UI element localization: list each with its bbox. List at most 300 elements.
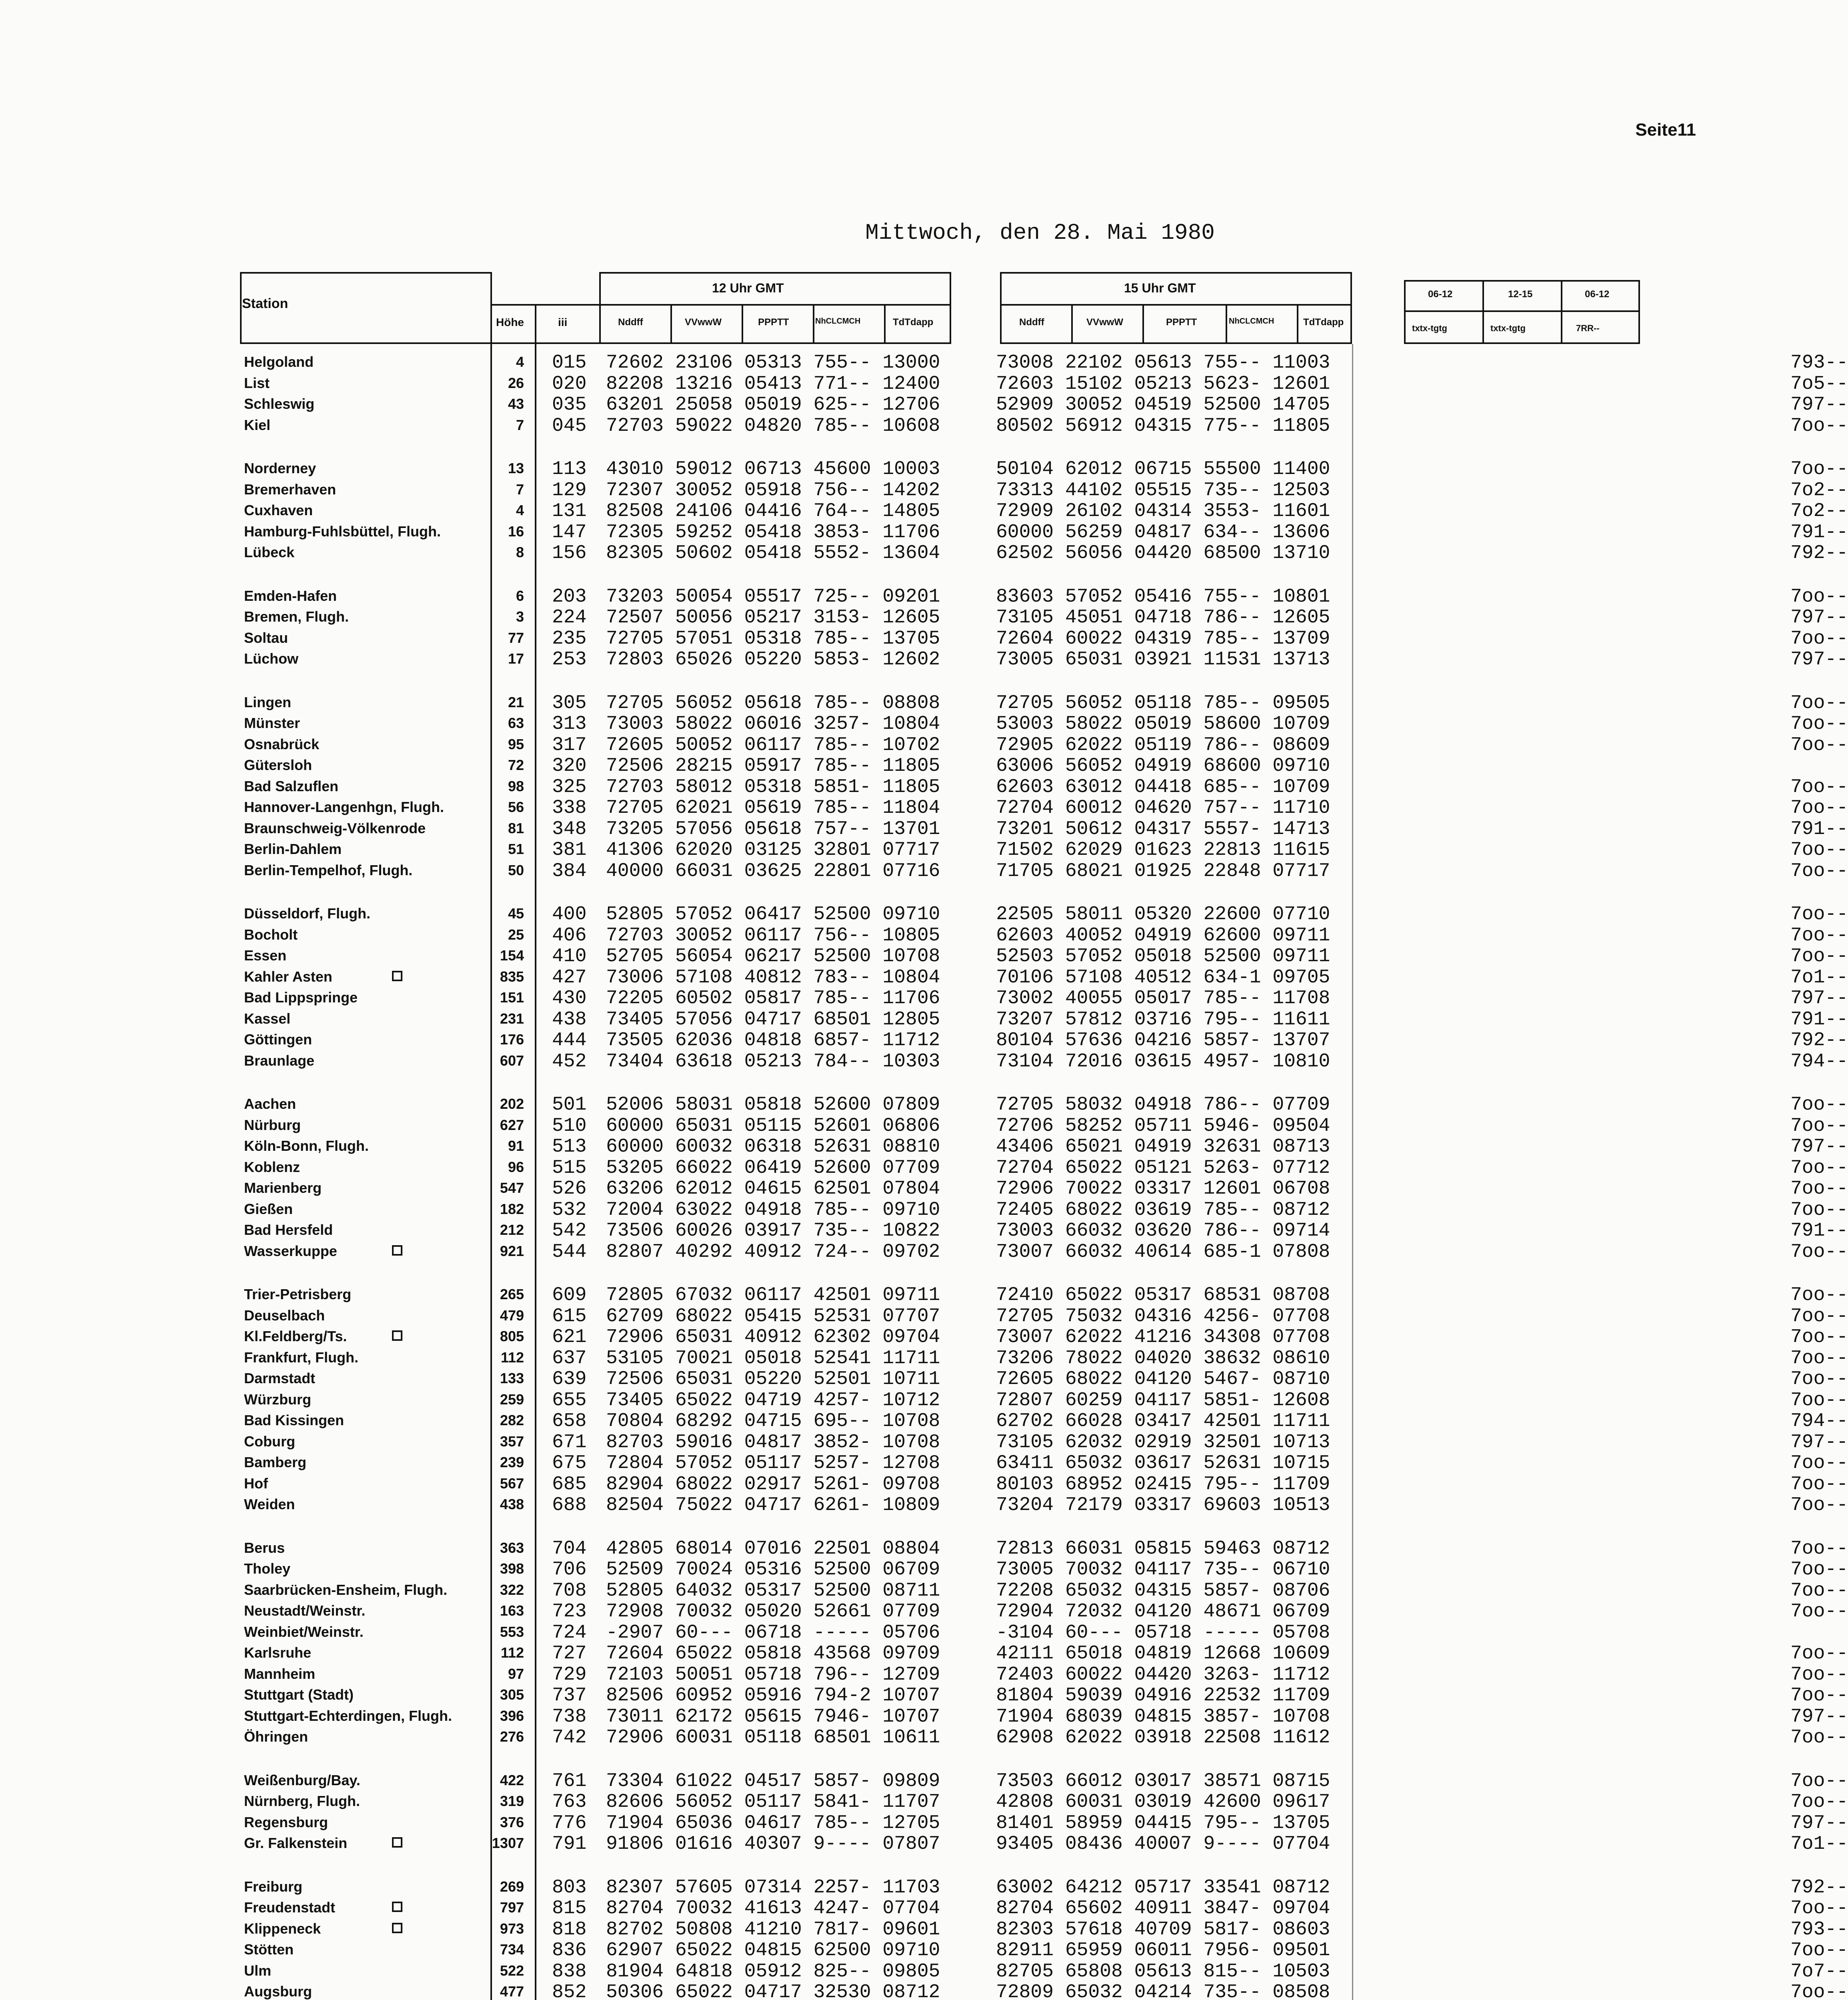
right-col-2-bottom: txtx-tgtg — [1490, 323, 1526, 333]
obs-12utc: 52805 64032 05317 52500 08711 — [606, 1580, 940, 1602]
station-height: 212 — [500, 1222, 524, 1238]
station-height: 396 — [500, 1707, 524, 1724]
obs-15utc: 82303 57618 40709 5817- 08603 — [996, 1918, 1330, 1940]
obs-12utc: 72703 30052 06117 756-- 10805 — [606, 924, 940, 946]
station-name: Soltau — [244, 629, 288, 646]
obs-12utc: 53205 66022 06419 52600 07709 — [606, 1157, 940, 1179]
obs-15utc: 72904 72032 04120 48671 06709 — [996, 1601, 1330, 1622]
extra-group: 7oo-- — [1790, 1580, 1848, 1602]
open-square-icon — [392, 1330, 402, 1341]
obs-15utc: 73007 62022 41216 34308 07708 — [996, 1326, 1330, 1348]
obs-15utc: 72705 75032 04316 4256- 07708 — [996, 1305, 1330, 1327]
station-group — [244, 458, 1848, 564]
obs-12utc: 72305 59252 05418 3853- 11706 — [606, 521, 940, 543]
station-name: Norderney — [244, 460, 316, 476]
obs-12utc: 81904 64818 05912 825-- 09805 — [606, 1960, 940, 1982]
block12-col-tdtdapp: TdTdapp — [893, 317, 934, 328]
obs-15utc: 73007 66032 40614 685-1 07808 — [996, 1241, 1330, 1263]
station-height: 56 — [508, 799, 524, 815]
station-index: 738 — [552, 1706, 587, 1728]
obs-15utc: 62502 56056 04420 68500 13710 — [996, 542, 1330, 564]
right-divider — [1404, 310, 1640, 312]
station-index: 513 — [552, 1136, 587, 1158]
obs-12utc: 72307 30052 05918 756-- 14202 — [606, 479, 940, 501]
block15-col-tdtdapp: TdTdapp — [1303, 317, 1344, 328]
obs-12utc: 62907 65022 04815 62500 09710 — [606, 1940, 940, 1961]
obs-12utc: 82702 50808 41210 7817- 09601 — [606, 1918, 940, 1940]
station-index: 609 — [552, 1284, 587, 1306]
station-height: 26 — [508, 374, 524, 391]
station-index: 338 — [552, 797, 587, 819]
extra-group: 797-- — [1790, 1431, 1848, 1453]
obs-12utc: 82807 40292 40912 724-- 09702 — [606, 1241, 940, 1263]
station-name: Bad Kissingen — [244, 1412, 344, 1428]
obs-12utc: 72805 67032 06117 42501 09711 — [606, 1284, 940, 1306]
station-height: 112 — [500, 1644, 524, 1661]
extra-group: 797-- — [1790, 607, 1848, 628]
station-index: 444 — [552, 1030, 587, 1051]
obs-12utc: 63206 62012 04615 62501 07804 — [606, 1178, 940, 1200]
station-height: 25 — [508, 926, 524, 943]
station-name: Kl.Feldberg/Ts. — [244, 1328, 347, 1344]
station-height: 45 — [508, 905, 524, 922]
obs-15utc: 42111 65018 04819 12668 10609 — [996, 1643, 1330, 1664]
station-name: Freudenstadt — [244, 1899, 336, 1916]
station-group — [244, 692, 1848, 882]
obs-12utc: 72703 59022 04820 785-- 10608 — [606, 415, 940, 437]
obs-15utc: 73005 65031 03921 11531 13713 — [996, 649, 1330, 670]
table-row — [244, 734, 1848, 756]
station-name: Marienberg — [244, 1180, 322, 1196]
station-name: Neustadt/Weinstr. — [244, 1602, 366, 1619]
station-index: 410 — [552, 946, 587, 967]
table-row — [244, 1030, 1848, 1051]
extra-group: 7oo-- — [1790, 1178, 1848, 1200]
station-group — [244, 1094, 1848, 1263]
extra-group: 797-- — [1790, 1136, 1848, 1158]
table-row — [244, 394, 1848, 416]
extra-group: 794-- — [1790, 1050, 1848, 1072]
station-index: 737 — [552, 1685, 587, 1706]
station-name: Bremerhaven — [244, 481, 336, 498]
table-row — [244, 521, 1848, 543]
station-index: 020 — [552, 373, 587, 395]
station-index: 348 — [552, 818, 587, 840]
extra-group: 7oo-- — [1790, 586, 1848, 608]
station-height: 479 — [500, 1307, 524, 1324]
block12-col-clouds: NhCLCMCH — [815, 317, 861, 326]
extra-group: 794-- — [1790, 1410, 1848, 1432]
extra-group: 7oo-- — [1790, 839, 1848, 861]
station-index: 818 — [552, 1918, 587, 1940]
iii-column-label: iii — [558, 316, 568, 328]
extra-group: 791-- — [1790, 521, 1848, 543]
station-index: 406 — [552, 924, 587, 946]
obs-15utc: 72403 60022 04420 3263- 11712 — [996, 1664, 1330, 1686]
station-height: 96 — [508, 1158, 524, 1175]
block12-col-ppptt: PPPTT — [758, 317, 789, 328]
extra-group: 793-- — [1790, 1918, 1848, 1940]
obs-15utc: 71904 68039 04815 3857- 10708 — [996, 1706, 1330, 1728]
station-name: Lübeck — [244, 544, 295, 560]
station-height: 98 — [508, 778, 524, 794]
table-row — [244, 1389, 1848, 1411]
station-name: Gütersloh — [244, 757, 312, 773]
station-height: 133 — [500, 1370, 524, 1386]
table-row — [244, 1664, 1848, 1686]
obs-12utc: 82904 68022 02917 5261- 09708 — [606, 1473, 940, 1495]
station-height: 13 — [508, 460, 524, 476]
obs-12utc: 72705 57051 05318 785-- 13705 — [606, 628, 940, 650]
obs-12utc: 50306 65022 04717 32530 08712 — [606, 1982, 940, 2000]
station-name: Köln-Bonn, Flugh. — [244, 1138, 369, 1154]
station-height: 17 — [508, 650, 524, 667]
obs-15utc: 72909 26102 04314 3553- 11601 — [996, 500, 1330, 522]
station-index: 224 — [552, 607, 587, 628]
right-col-2-top: 12-15 — [1508, 289, 1533, 300]
block15-divider — [1000, 304, 1352, 306]
station-name: Saarbrücken-Ensheim, Flugh. — [244, 1581, 448, 1598]
table-row — [244, 988, 1848, 1009]
station-index: 129 — [552, 479, 587, 501]
obs-15utc: 73104 72016 03615 4957- 10810 — [996, 1050, 1330, 1072]
table-row — [244, 1199, 1848, 1221]
obs-15utc: 72208 65032 04315 5857- 08706 — [996, 1580, 1330, 1602]
obs-12utc: 82703 59016 04817 3852- 10708 — [606, 1431, 940, 1453]
extra-group: 7oo-- — [1790, 860, 1848, 882]
station-name: Weiden — [244, 1496, 295, 1512]
station-index: 658 — [552, 1410, 587, 1432]
obs-12utc: 60000 65031 05115 52601 06806 — [606, 1115, 940, 1137]
table-row — [244, 1178, 1848, 1200]
station-name: Freiburg — [244, 1878, 303, 1895]
obs-15utc: 73207 57812 03716 795-- 11611 — [996, 1008, 1330, 1030]
page-label: Seite11 — [1635, 120, 1696, 140]
station-name: Helgoland — [244, 354, 314, 370]
obs-12utc: 73505 62036 04818 6857- 11712 — [606, 1030, 940, 1051]
station-index: 430 — [552, 988, 587, 1009]
extra-group: 7oo-- — [1790, 1094, 1848, 1116]
extra-group: 7oo-- — [1790, 1664, 1848, 1686]
station-height: 63 — [508, 715, 524, 731]
station-height: 4 — [516, 502, 524, 518]
station-group — [244, 586, 1848, 670]
obs-15utc: 72410 65022 05317 68531 08708 — [996, 1284, 1330, 1306]
station-height: 97 — [508, 1665, 524, 1682]
station-index: 510 — [552, 1115, 587, 1137]
station-index: 544 — [552, 1241, 587, 1263]
station-height: 50 — [508, 862, 524, 878]
station-name: Hof — [244, 1475, 268, 1492]
obs-12utc: 73405 57056 04717 68501 12805 — [606, 1008, 940, 1030]
extra-group: 7oo-- — [1790, 1326, 1848, 1348]
station-height: 835 — [500, 968, 524, 985]
extra-group: 7oo-- — [1790, 1199, 1848, 1221]
station-name: Berlin-Dahlem — [244, 841, 342, 857]
obs-12utc: 72103 50051 05718 796-- 12709 — [606, 1664, 940, 1686]
obs-15utc: 50104 62012 06715 55500 11400 — [996, 458, 1330, 480]
station-index: 131 — [552, 500, 587, 522]
block15-col-sep-3 — [1226, 304, 1227, 344]
station-index: 501 — [552, 1094, 587, 1116]
station-height: 239 — [500, 1454, 524, 1470]
extra-group: 793-- — [1790, 352, 1848, 374]
obs-15utc: 80104 57636 04216 5857- 13707 — [996, 1030, 1330, 1051]
obs-12utc: 73405 65022 04719 4257- 10712 — [606, 1389, 940, 1411]
obs-12utc: 52805 57052 06417 52500 09710 — [606, 904, 940, 925]
station-name: Cuxhaven — [244, 502, 313, 518]
block12-title: 12 Uhr GMT — [712, 281, 784, 295]
obs-12utc: 72803 65026 05220 5853- 12602 — [606, 649, 940, 670]
station-height: 422 — [500, 1772, 524, 1788]
obs-12utc: 72908 70032 05020 52661 07709 — [606, 1601, 940, 1622]
block15-col-sep-4 — [1297, 304, 1298, 344]
station-index: 400 — [552, 904, 587, 925]
obs-12utc: 73205 57056 05618 757-- 13701 — [606, 818, 940, 840]
obs-15utc: 63002 64212 05717 33541 08712 — [996, 1876, 1330, 1898]
table-row — [244, 1706, 1848, 1728]
station-height: 477 — [500, 1983, 524, 2000]
obs-15utc: 82705 65808 05613 815-- 10503 — [996, 1960, 1330, 1982]
extra-group: 7oo-- — [1790, 1538, 1848, 1560]
open-square-icon — [392, 971, 402, 981]
station-height: 357 — [500, 1433, 524, 1450]
table-row — [244, 1241, 1848, 1263]
table-row — [244, 373, 1848, 395]
station-index: 526 — [552, 1178, 587, 1200]
station-name: Bad Lippspringe — [244, 989, 358, 1006]
station-index: 156 — [552, 542, 587, 564]
table-row — [244, 1876, 1848, 1898]
obs-12utc: 82704 70032 41613 4247- 07704 — [606, 1898, 940, 1919]
station-height: 797 — [500, 1899, 524, 1916]
table-row — [244, 1898, 1848, 1919]
obs-15utc: 70106 57108 40512 634-1 09705 — [996, 966, 1330, 988]
station-height: 8 — [516, 544, 524, 560]
extra-group: 792-- — [1790, 1876, 1848, 1898]
obs-12utc: 82508 24106 04416 764-- 14805 — [606, 500, 940, 522]
obs-15utc: 52503 57052 05018 52500 09711 — [996, 946, 1330, 967]
obs-15utc: 72603 15102 05213 5623- 12601 — [996, 373, 1330, 395]
table-row — [244, 1008, 1848, 1030]
station-index: 045 — [552, 415, 587, 437]
block12-col-sep-4 — [884, 304, 886, 344]
station-name: Darmstadt — [244, 1370, 316, 1386]
obs-15utc: 62603 40052 04919 62600 09711 — [996, 924, 1330, 946]
station-name: Göttingen — [244, 1031, 312, 1048]
station-index: 803 — [552, 1876, 587, 1898]
station-name: Bad Hersfeld — [244, 1222, 333, 1238]
obs-15utc: 72706 58252 05711 5946- 09504 — [996, 1115, 1330, 1137]
obs-15utc: 62908 62022 03918 22508 11612 — [996, 1727, 1330, 1748]
obs-15utc: 72704 60012 04620 757-- 11710 — [996, 797, 1330, 819]
station-name: Kiel — [244, 416, 271, 433]
station-name: Hannover-Langenhgn, Flugh. — [244, 799, 444, 815]
obs-12utc: 72506 65031 05220 52501 10711 — [606, 1368, 940, 1390]
station-index: 675 — [552, 1452, 587, 1474]
extra-group: 7oo-- — [1790, 1559, 1848, 1580]
station-height: 522 — [500, 1962, 524, 1979]
station-index: 655 — [552, 1389, 587, 1411]
obs-12utc: 52509 70024 05316 52500 06709 — [606, 1559, 940, 1580]
obs-12utc: 52006 58031 05818 52600 07809 — [606, 1094, 940, 1116]
station-height: 607 — [500, 1052, 524, 1069]
block15-col-nddff: Nddff — [1019, 317, 1044, 328]
block12-divider — [599, 304, 951, 306]
obs-12utc: 82506 60952 05916 794-2 10707 — [606, 1685, 940, 1706]
extra-group: 7oo-- — [1790, 1452, 1848, 1474]
extra-group: 7oo-- — [1790, 1389, 1848, 1411]
extra-group: 7o2-- — [1790, 500, 1848, 522]
station-group — [244, 1770, 1848, 1855]
station-index: 742 — [552, 1727, 587, 1748]
obs-12utc: 72602 23106 05313 755-- 13000 — [606, 352, 940, 374]
station-height: 276 — [500, 1728, 524, 1745]
extra-group: 7o5-- — [1790, 373, 1848, 395]
obs-12utc: 73006 57108 40812 783-- 10804 — [606, 966, 940, 988]
station-height: 43 — [508, 396, 524, 412]
open-square-icon — [392, 1923, 402, 1933]
station-height: 553 — [500, 1623, 524, 1640]
right-col-sep-2 — [1561, 280, 1562, 344]
station-height: 627 — [500, 1116, 524, 1133]
table-row — [244, 1410, 1848, 1432]
obs-15utc: 73105 62032 02919 32501 10713 — [996, 1431, 1330, 1453]
station-name: Braunschweig-Völkenrode — [244, 820, 426, 836]
obs-15utc: 73105 45051 04718 786-- 12605 — [996, 607, 1330, 628]
table-row — [244, 1559, 1848, 1580]
table-row — [244, 946, 1848, 967]
station-name: Öhringen — [244, 1728, 308, 1745]
station-height: 734 — [500, 1941, 524, 1958]
obs-15utc: 53003 58022 05019 58600 10709 — [996, 713, 1330, 735]
station-name: Klippeneck — [244, 1920, 321, 1937]
obs-12utc: 41306 62020 03125 32801 07717 — [606, 839, 940, 861]
station-index: 729 — [552, 1664, 587, 1686]
extra-group: 7oo-- — [1790, 1770, 1848, 1792]
station-group — [244, 904, 1848, 1072]
extra-group: 7oo-- — [1790, 924, 1848, 946]
extra-group: 7oo-- — [1790, 1473, 1848, 1495]
station-height: 282 — [500, 1412, 524, 1428]
station-index: 639 — [552, 1368, 587, 1390]
table-row — [244, 1982, 1848, 2000]
obs-15utc: 72809 65032 04214 735-- 08508 — [996, 1982, 1330, 2000]
obs-12utc: 40000 66031 03625 22801 07716 — [606, 860, 940, 882]
station-name: Gießen — [244, 1200, 293, 1217]
obs-15utc: 62702 66028 03417 42501 11711 — [996, 1410, 1330, 1432]
station-index: 532 — [552, 1199, 587, 1221]
table-row — [244, 415, 1848, 437]
extra-group: 791-- — [1790, 818, 1848, 840]
table-row — [244, 1115, 1848, 1137]
table-row — [244, 713, 1848, 735]
table-row — [244, 628, 1848, 650]
table-row — [244, 1812, 1848, 1834]
extra-group: 7oo-- — [1790, 1284, 1848, 1306]
station-index: 147 — [552, 521, 587, 543]
station-group — [244, 1876, 1848, 2000]
table-row — [244, 860, 1848, 882]
extra-group: 7oo-- — [1790, 713, 1848, 735]
station-index: 706 — [552, 1559, 587, 1580]
obs-15utc: 73206 78022 04020 38632 08610 — [996, 1347, 1330, 1369]
table-row — [244, 818, 1848, 840]
station-index: 203 — [552, 586, 587, 608]
station-height: 3 — [516, 608, 524, 625]
extra-group: 7oo-- — [1790, 415, 1848, 437]
obs-12utc: 72906 65031 40912 62302 09704 — [606, 1326, 940, 1348]
extra-group: 7oo-- — [1790, 1347, 1848, 1369]
obs-15utc: 93405 08436 40007 9---- 07704 — [996, 1833, 1330, 1855]
table-row — [244, 1538, 1848, 1560]
table-row — [244, 1326, 1848, 1348]
station-index: 113 — [552, 458, 587, 480]
obs-15utc: 63006 56052 04919 68600 09710 — [996, 755, 1330, 777]
station-name: Berlin-Tempelhof, Flugh. — [244, 862, 413, 878]
obs-12utc: 73506 60026 03917 735-- 10822 — [606, 1220, 940, 1242]
station-height: 322 — [500, 1581, 524, 1598]
station-name: Bocholt — [244, 926, 298, 943]
obs-15utc: 72605 68022 04120 5467- 08710 — [996, 1368, 1330, 1390]
obs-15utc: 72906 70022 03317 12601 06708 — [996, 1178, 1330, 1200]
obs-12utc: -2907 60--- 06718 ----- 05706 — [606, 1622, 940, 1644]
obs-12utc: 63201 25058 05019 625-- 12706 — [606, 394, 940, 416]
station-name: Münster — [244, 715, 300, 731]
station-height: 202 — [500, 1096, 524, 1112]
station-index: 438 — [552, 1008, 587, 1030]
station-height: 376 — [500, 1814, 524, 1830]
extra-group: 7oo-- — [1790, 734, 1848, 756]
right-col-1-top: 06-12 — [1428, 289, 1453, 300]
hoehe-column-label: Höhe — [496, 316, 524, 328]
extra-group: 7oo-- — [1790, 1940, 1848, 1961]
block12-col-nddff: Nddff — [618, 317, 643, 328]
obs-15utc: -3104 60--- 05718 ----- 05708 — [996, 1622, 1330, 1644]
obs-12utc: 82307 57605 07314 2257- 11703 — [606, 1876, 940, 1898]
station-index: 235 — [552, 628, 587, 650]
table-row — [244, 458, 1848, 480]
station-height: 363 — [500, 1539, 524, 1556]
obs-15utc: 81804 59039 04916 22532 11709 — [996, 1685, 1330, 1706]
obs-15utc: 71502 62029 01623 22813 11615 — [996, 839, 1330, 861]
obs-15utc: 80502 56912 04315 775-- 11805 — [996, 415, 1330, 437]
date-line: Mittwoch, den 28. Mai 1980 — [865, 220, 1215, 246]
open-square-icon — [392, 1837, 402, 1848]
station-name: Coburg — [244, 1433, 295, 1450]
table-row — [244, 776, 1848, 798]
extra-group: 791-- — [1790, 1008, 1848, 1030]
table-row — [244, 904, 1848, 925]
station-index: 542 — [552, 1220, 587, 1242]
station-name: Trier-Petrisberg — [244, 1286, 352, 1302]
obs-15utc: 83603 57052 05416 755-- 10801 — [996, 586, 1330, 608]
station-height: 265 — [500, 1286, 524, 1302]
extra-group: 7oo-- — [1790, 1241, 1848, 1263]
table-row — [244, 1305, 1848, 1327]
table-row — [244, 1431, 1848, 1453]
station-height: 21 — [508, 694, 524, 710]
station-name: Lüchow — [244, 650, 298, 667]
obs-12utc: 52705 56054 06217 52500 10708 — [606, 946, 940, 967]
table-row — [244, 1833, 1848, 1855]
obs-12utc: 72705 56052 05618 785-- 08808 — [606, 692, 940, 714]
extra-group: 7oo-- — [1790, 776, 1848, 798]
station-index: 621 — [552, 1326, 587, 1348]
extra-group: 7oo-- — [1790, 1368, 1848, 1390]
station-name: Stuttgart (Stadt) — [244, 1686, 354, 1703]
right-col-3-bottom: 7RR-- — [1576, 323, 1600, 333]
